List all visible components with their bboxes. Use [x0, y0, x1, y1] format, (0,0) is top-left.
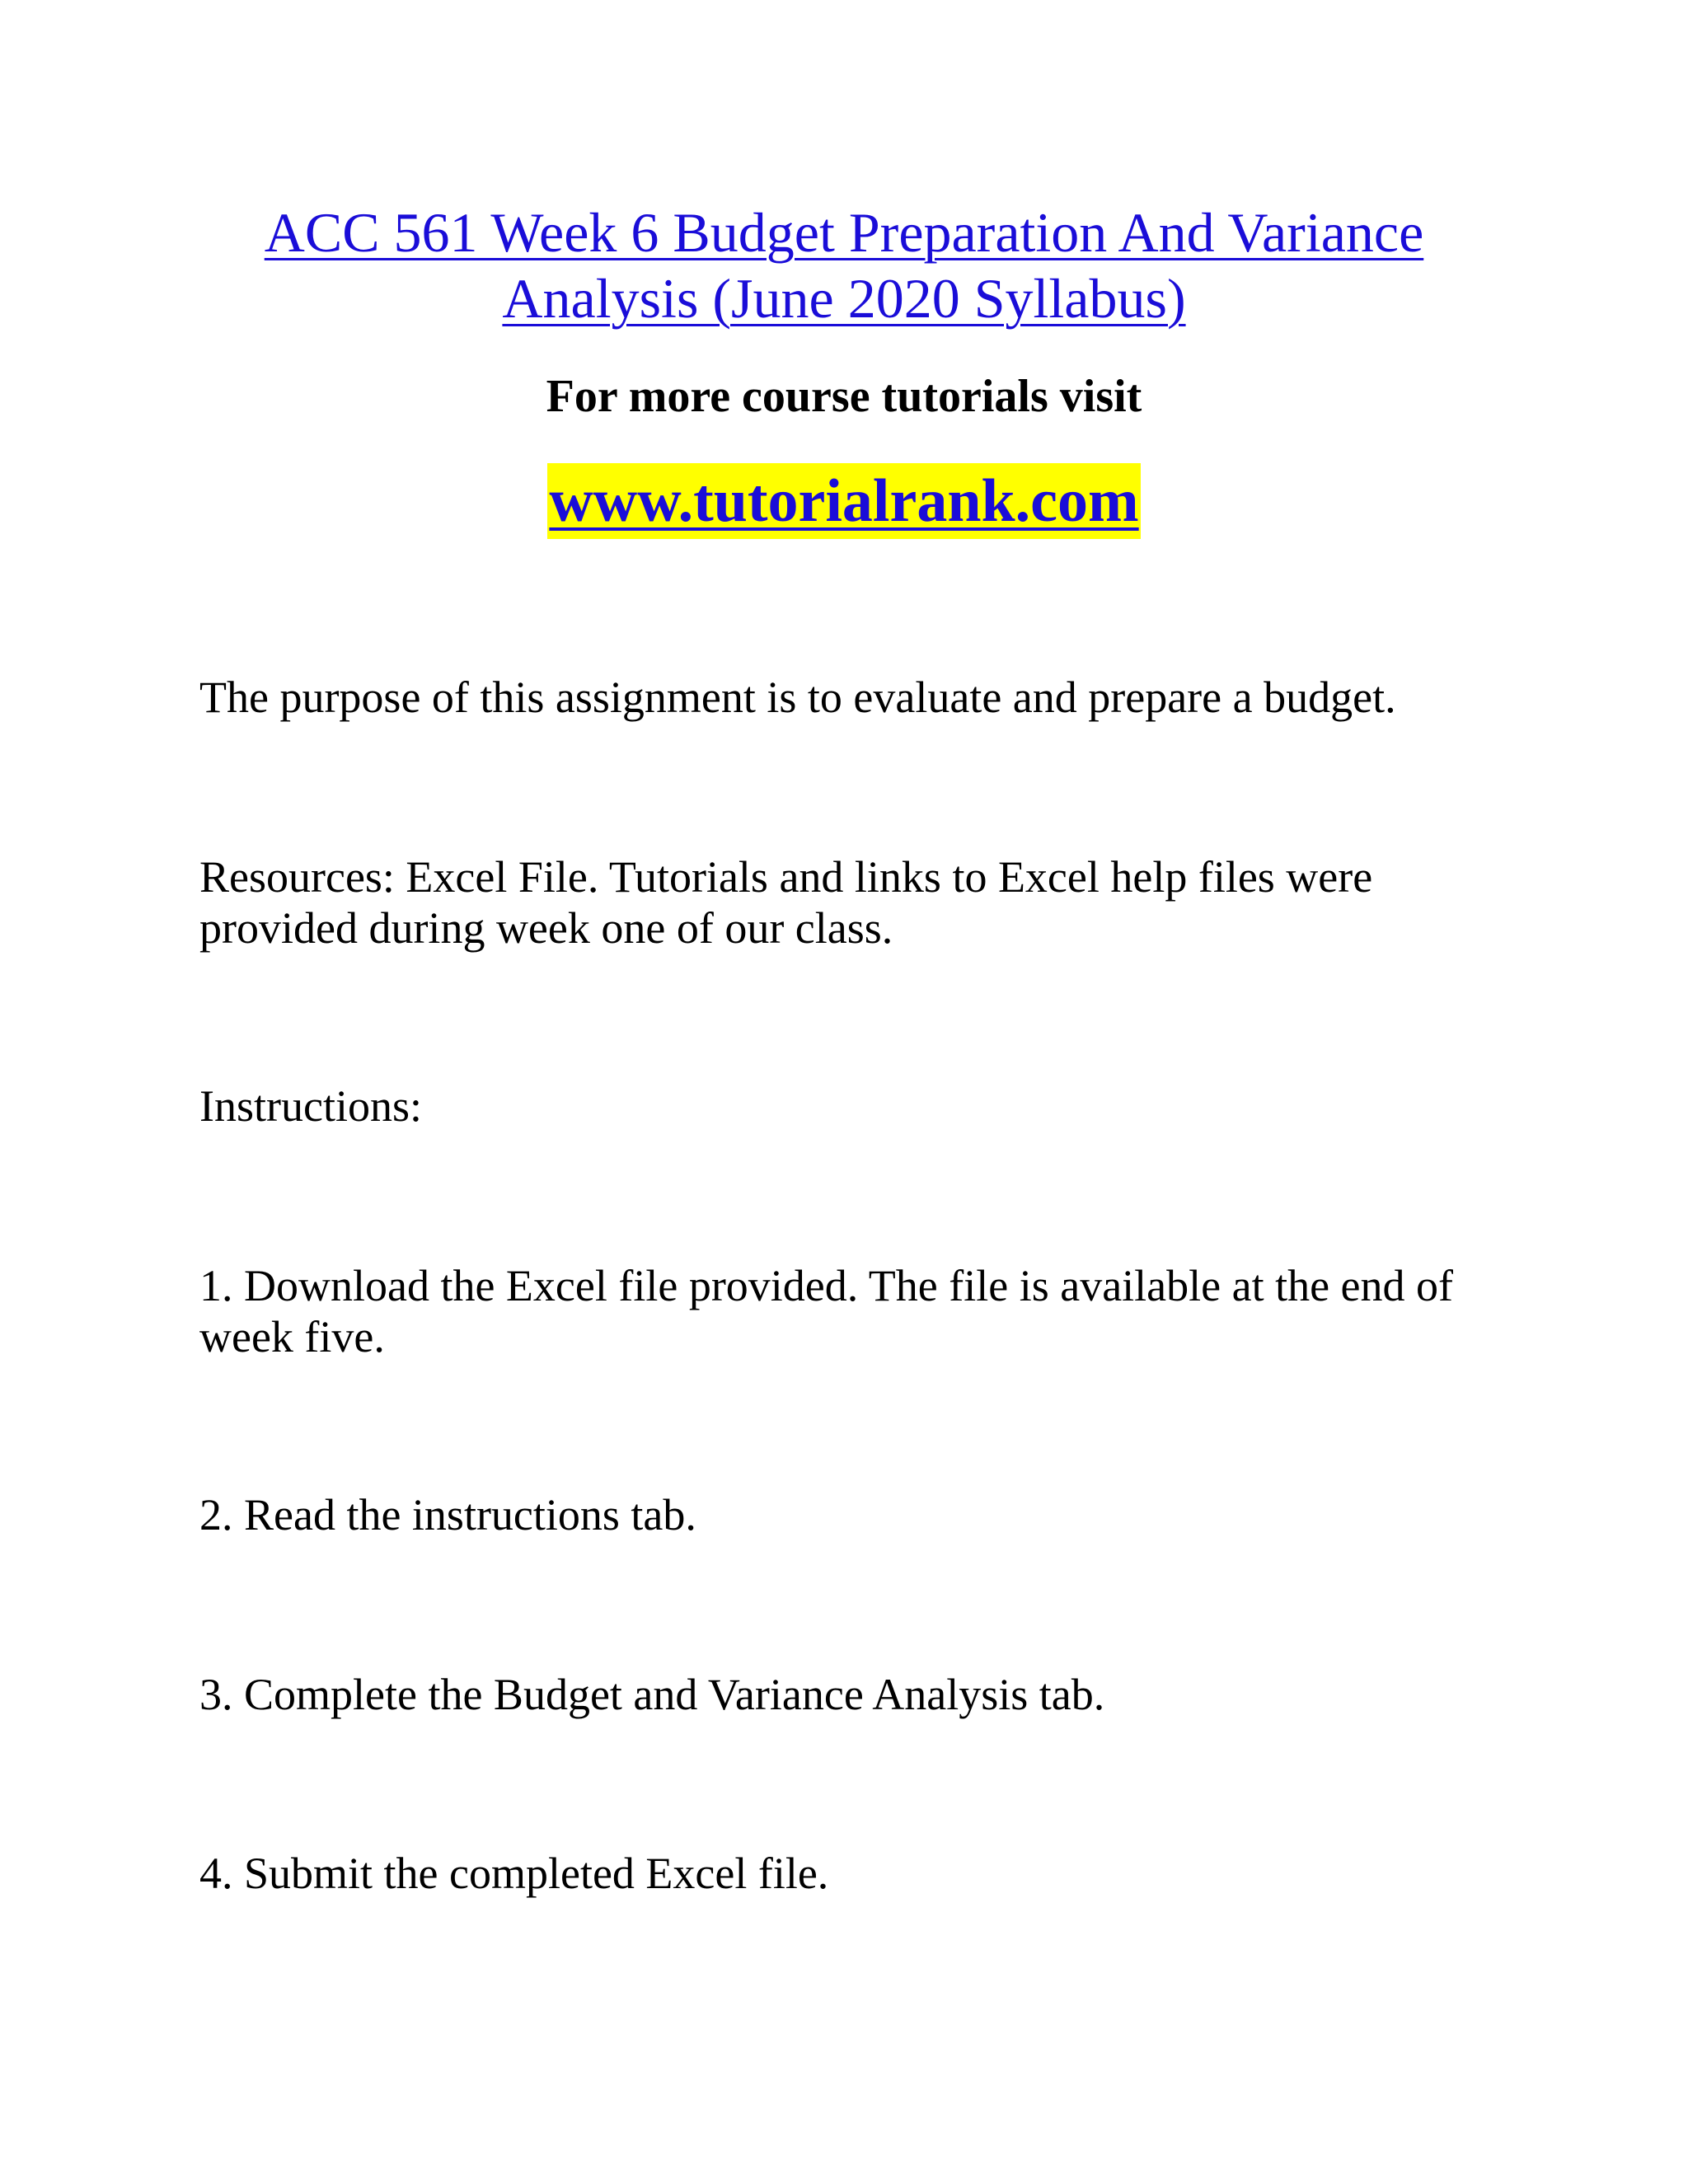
step-2: 2. Read the instructions tab.: [199, 1490, 696, 1540]
tutorialrank-link[interactable]: www.tutorialrank.com: [547, 463, 1140, 539]
step-1-line-2: week five.: [199, 1312, 385, 1361]
step-4: 4. Submit the completed Excel file.: [199, 1849, 829, 1898]
title-line-1: ACC 561 Week 6 Budget Preparation And Variance: [264, 201, 1424, 264]
page-title: [0, 199, 1688, 331]
resources-line-2: provided during week one of our class.: [199, 903, 893, 953]
title-line-2: Analysis (June 2020 Syllabus): [502, 267, 1186, 330]
instructions-label: Instructions:: [199, 1081, 422, 1131]
step-3: 3. Complete the Budget and Variance Analysis tab.: [199, 1670, 1105, 1719]
resources-paragraph: [199, 851, 1485, 954]
purpose-paragraph: The purpose of this assignment is to evaluate and prepare a budget.: [199, 673, 1396, 722]
title-link[interactable]: [265, 201, 1424, 330]
site-link-container: [0, 463, 1688, 539]
step-1: [199, 1260, 1485, 1362]
step-1-line-1: 1. Download the Excel file provided. The file is available at the end of: [199, 1261, 1453, 1310]
resources-line-1: Resources: Excel File. Tutorials and links to Excel help files were: [199, 852, 1373, 902]
tutorials-subtitle: For more course tutorials visit: [546, 371, 1142, 422]
